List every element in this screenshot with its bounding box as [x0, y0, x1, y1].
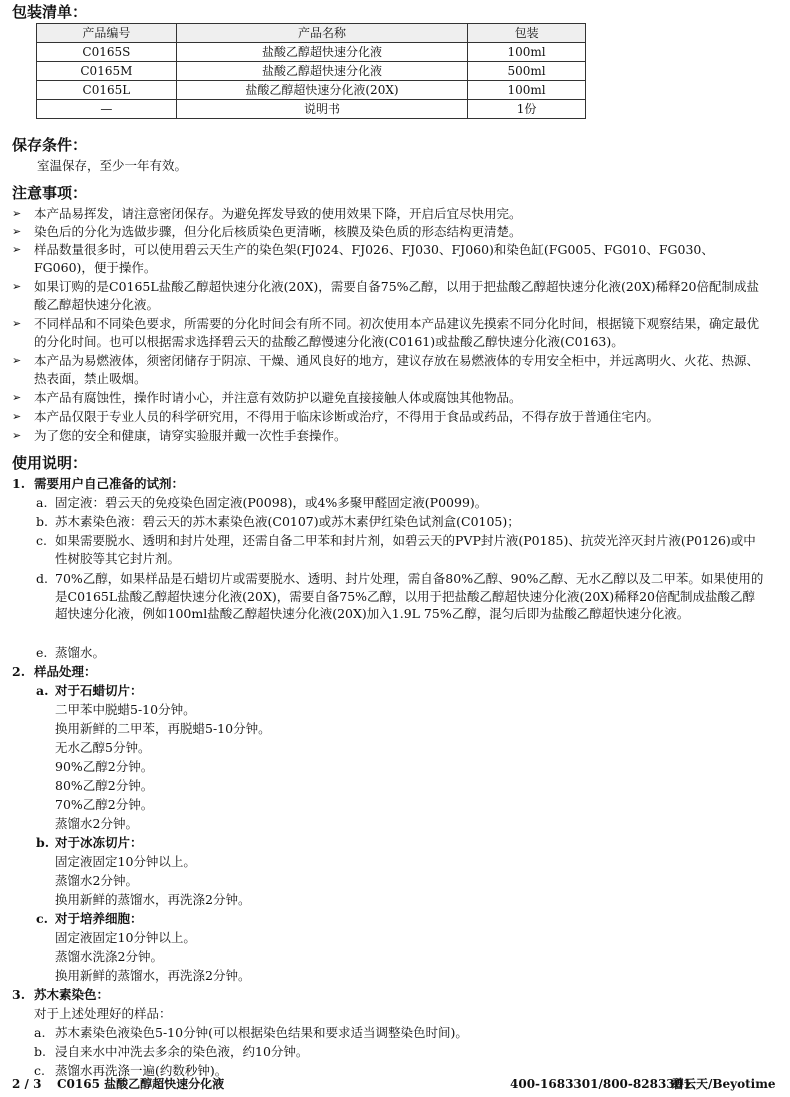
list-item: 浸自来水中冲洗去多余的染色液，约10分钟。: [55, 1044, 309, 1059]
list-item: 如果需要脱水、透明和封片处理，还需自备二甲苯和封片剂，如碧云天的PVP封片液(P0185)、抗荧光淬灭封片液(P0126)或中性树胶等其它封片剂。: [55, 533, 756, 566]
note-item: 本产品易挥发，请注意密闭保存。为避免挥发导致的使用效果下降，开启后宜尽快用完。: [34, 206, 522, 221]
arrow-bullet-icon: ➢: [12, 280, 22, 293]
note-item: 本产品仅限于专业人员的科学研究用，不得用于临床诊断或治疗，不得用于食品或药品，不得存放于普通住宅内。: [34, 409, 660, 424]
table-row: [37, 43, 586, 62]
list-marker: a.: [34, 1025, 46, 1040]
footer-brand: 碧云天/Beyotime: [672, 1077, 776, 1091]
table-cell: C0165L: [37, 81, 177, 100]
notes-heading: 注意事项：: [12, 184, 88, 202]
note-item: 本产品为易燃液体，须密闭储存于阴凉、干燥、通风良好的地方，建议存放在易燃液体的专用安全柜中，并远离明火、火花、热源、热表面，禁止吸烟。: [34, 353, 760, 386]
storage-heading: 保存条件：: [12, 136, 88, 154]
note-item: 染色后的分化为选做步骤，但分化后核质染色更清晰，核膜及染色质的形态结构更清楚。: [34, 224, 522, 239]
packing-table: [36, 23, 586, 119]
arrow-bullet-icon: ➢: [12, 225, 22, 238]
packing-heading: 包装清单：: [12, 3, 88, 21]
step-text: 二甲苯中脱蜡5-10分钟。: [55, 702, 196, 717]
table-row: [37, 81, 586, 100]
list-marker: d.: [36, 571, 48, 586]
arrow-bullet-icon: ➢: [12, 243, 22, 256]
arrow-bullet-icon: ➢: [12, 429, 22, 442]
list-item: 固定液：碧云天的免疫染色固定液(P0098)，或4%多聚甲醛固定液(P0099)。: [55, 495, 488, 510]
note-item: 如果订购的是C0165L盐酸乙醇超快速分化液(20X)，需要自备75%乙醇，以用于把盐酸乙醇超快速分化液(20X)稀释20倍配制成盐酸乙醇超快速分化液。: [34, 279, 759, 312]
section-title: 需要用户自己准备的试剂：: [34, 476, 185, 491]
section-title: 苏木素染色：: [34, 987, 110, 1002]
step-text: 换用新鲜的蒸馏水，再洗涤2分钟。: [55, 968, 251, 983]
section-number: 1.: [12, 476, 26, 491]
list-marker: b.: [36, 514, 48, 529]
storage-text: 室温保存，至少一年有效。: [37, 158, 188, 173]
table-header-row: [37, 24, 586, 43]
section-number: 3.: [12, 987, 26, 1002]
table-row: [37, 62, 586, 81]
column-header: 产品编号: [37, 24, 177, 43]
table-cell: 1份: [468, 100, 586, 119]
table-cell: 100ml: [468, 81, 586, 100]
step-text: 80%乙醇2分钟。: [55, 778, 154, 793]
list-marker: a.: [36, 683, 49, 698]
section-intro: 对于上述处理好的样品：: [34, 1006, 172, 1021]
list-marker: c.: [34, 1063, 45, 1078]
usage-heading: 使用说明：: [12, 454, 88, 472]
table-cell: 说明书: [176, 100, 467, 119]
list-marker: e.: [36, 645, 48, 660]
footer-product: C0165 盐酸乙醇超快速分化液: [57, 1077, 225, 1091]
step-text: 蒸馏水2分钟。: [55, 873, 138, 888]
table-cell: —: [37, 100, 177, 119]
subsection-title: 对于培养细胞：: [55, 911, 143, 926]
step-text: 70%乙醇2分钟。: [55, 797, 154, 812]
list-marker: b.: [36, 835, 50, 850]
arrow-bullet-icon: ➢: [12, 354, 22, 367]
footer-contact: 400-1683301/800-8283301: [510, 1077, 692, 1091]
arrow-bullet-icon: ➢: [12, 317, 22, 330]
list-item: 苏木素染色液：碧云天的苏木素染色液(C0107)或苏木素伊红染色试剂盒(C0105)；: [55, 514, 520, 529]
section-title: 样品处理：: [34, 664, 97, 679]
table-cell: 100ml: [468, 43, 586, 62]
footer-page-number: 2 / 3: [12, 1077, 42, 1091]
step-text: 蒸馏水洗涤2分钟。: [55, 949, 163, 964]
table-cell: 盐酸乙醇超快速分化液: [176, 62, 467, 81]
table-cell: 500ml: [468, 62, 586, 81]
subsection-title: 对于石蜡切片：: [55, 683, 143, 698]
list-marker: a.: [36, 495, 48, 510]
step-text: 换用新鲜的蒸馏水，再洗涤2分钟。: [55, 892, 251, 907]
step-text: 无水乙醇5分钟。: [55, 740, 151, 755]
step-text: 90%乙醇2分钟。: [55, 759, 154, 774]
column-header: 产品名称: [176, 24, 467, 43]
subsection-title: 对于冰冻切片：: [55, 835, 143, 850]
list-item: 蒸馏水。: [55, 645, 106, 660]
table-row: [37, 100, 586, 119]
arrow-bullet-icon: ➢: [12, 207, 22, 220]
list-item: 70%乙醇，如果样品是石蜡切片或需要脱水、透明、封片处理，需自备80%乙醇、90%乙醇、无水乙醇以及二甲苯。如果使用的是C0165L盐酸乙醇超快速分化液(20X)，需要自备75%乙醇，以用于把盐酸乙醇超快速分化液(20X)稀释20倍配制成盐酸乙醇超快速分化液，例如100ml盐酸乙醇超快速分化液(20X)加入1.9L 75%乙醇，混匀后即为盐酸乙醇超快速分化液。: [55, 571, 764, 621]
list-item: 蒸馏水再洗涤一遍(约数秒钟)。: [55, 1063, 228, 1078]
note-item: 为了您的安全和健康，请穿实验服并戴一次性手套操作。: [34, 428, 347, 443]
step-text: 固定液固定10分钟以上。: [55, 854, 196, 869]
note-item: 不同样品和不同染色要求，所需要的分化时间会有所不同。初次使用本产品建议先摸索不同分化时间，根据镜下观察结果，确定最优的分化时间。也可以根据需求选择碧云天的盐酸乙醇慢速分化液(C0161)或盐酸乙醇快速分化液(C0163)。: [34, 316, 760, 349]
list-marker: b.: [34, 1044, 46, 1059]
step-text: 固定液固定10分钟以上。: [55, 930, 196, 945]
arrow-bullet-icon: ➢: [12, 410, 22, 423]
note-item: 样品数量很多时，可以使用碧云天生产的染色架(FJ024、FJ026、FJ030、FJ060)和染色缸(FG005、FG010、FG030、FG060)，便于操作。: [34, 242, 714, 275]
list-marker: c.: [36, 911, 48, 926]
column-header: 包装: [468, 24, 586, 43]
arrow-bullet-icon: ➢: [12, 391, 22, 404]
step-text: 蒸馏水2分钟。: [55, 816, 138, 831]
step-text: 换用新鲜的二甲苯，再脱蜡5-10分钟。: [55, 721, 271, 736]
table-cell: 盐酸乙醇超快速分化液: [176, 43, 467, 62]
table-cell: C0165M: [37, 62, 177, 81]
table-cell: 盐酸乙醇超快速分化液(20X): [176, 81, 467, 100]
section-number: 2.: [12, 664, 26, 679]
list-marker: c.: [36, 533, 47, 548]
table-cell: C0165S: [37, 43, 177, 62]
list-item: 苏木素染色液染色5-10分钟(可以根据染色结果和要求适当调整染色时间)。: [55, 1025, 468, 1040]
note-item: 本产品有腐蚀性，操作时请小心，并注意有效防护以避免直接接触人体或腐蚀其他物品。: [34, 390, 522, 405]
